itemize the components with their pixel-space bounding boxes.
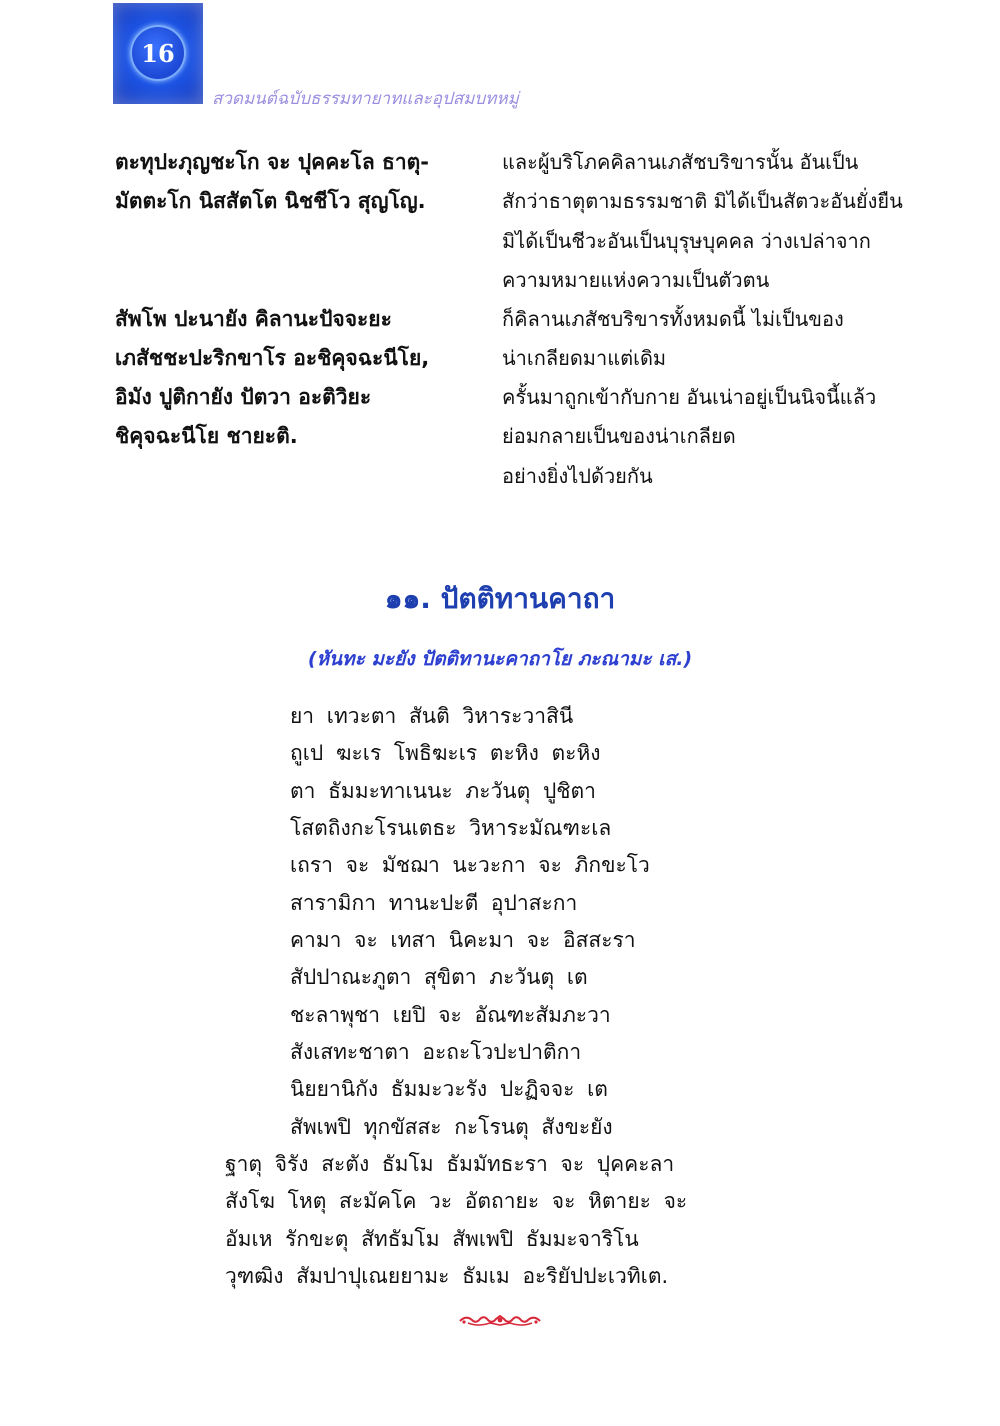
verse-line: สัพเพปิ ทุกขัสสะ กะโรนตุ สังขะยัง xyxy=(290,1115,613,1139)
thai-line: มิได้เป็นชีวะอันเป็นบุรุษบุคคล ว่างเปล่าจาก xyxy=(502,229,871,253)
pali-line: เภสัชชะปะริกขาโร อะชิคุจฉะนีโย, xyxy=(115,346,430,370)
thai-line: ครั้นมาถูกเข้ากับกาย อันเน่าอยู่เป็นนิจนี้แล้ว xyxy=(502,385,877,409)
thai-line: อย่างยิ่งไปด้วยกัน xyxy=(502,464,653,488)
verse-line: ยา เทวะตา สันติ วิหาระวาสินี xyxy=(290,704,574,728)
thai-line: ความหมายแห่งความเป็นตัวตน xyxy=(502,268,770,292)
verse-line: ตา ธัมมะทาเนนะ ภะวันตุ ปูชิตา xyxy=(290,779,596,803)
verse-line: ชะลาพุชา เยปิ จะ อัณฑะสัมภะวา xyxy=(290,1003,611,1027)
chant-invitation: (หันทะ มะยัง ปัตติทานะคาถาโย ภะณามะ เส.) xyxy=(307,648,693,670)
thai-line: ย่อมกลายเป็นของน่าเกลียด xyxy=(502,424,736,448)
verse-line: วุฑฒิง สัมปาปุเณยยามะ ธัมเม อะริยัปปะเวทิเต. xyxy=(225,1264,669,1288)
verse-line: คามา จะ เทสา นิคะมา จะ อิสสะรา xyxy=(290,928,636,952)
section-title: ๑๑. ปัตติทานคาถา xyxy=(384,582,616,615)
thai-line: น่าเกลียดมาแต่เดิม xyxy=(502,346,667,370)
pali-line: อิมัง ปูติกายัง ปัตวา อะติวิยะ xyxy=(115,385,372,409)
page-number-circle xyxy=(130,25,186,81)
pali-line: มัตตะโก นิสสัตโต นิชชีโว สุญโญ. xyxy=(115,189,426,213)
floral-divider-icon xyxy=(458,1312,542,1328)
thai-line: สักว่าธาตุตามธรรมชาติ มิได้เป็นสัตวะอันยั่งยืน xyxy=(502,189,903,213)
verse-line: ถูเป ฆะเร โพธิฆะเร ตะหิง ตะหิง xyxy=(290,741,601,765)
verse-line: สังเสทะชาตา อะถะโวปะปาติกา xyxy=(290,1040,582,1064)
pali-line: ตะทุปะภุญชะโก จะ ปุคคะโล ธาตุ- xyxy=(115,150,429,174)
page-number: 16 xyxy=(141,38,175,68)
verse-line: โสตถิงกะโรนเตธะ วิหาระมัณฑะเล xyxy=(290,816,612,840)
verse-line: ฐาตุ จิรัง สะตัง ธัมโม ธัมมัทธะรา จะ ปุคคะลา xyxy=(225,1152,675,1176)
verse-line: เถรา จะ มัชฌา นะวะกา จะ ภิกขะโว xyxy=(290,853,650,877)
thai-line: และผู้บริโภคคิลานเภสัชบริขารนั้น อันเป็น xyxy=(502,150,859,174)
verse-line: นิยยานิกัง ธัมมะวะรัง ปะฏิจจะ เต xyxy=(290,1077,608,1101)
verse-line: สังโฆ โหตุ สะมัคโค วะ อัตถายะ จะ หิตายะ จะ xyxy=(225,1189,688,1213)
running-title: สวดมนต์ฉบับธรรมทายาทและอุปสมบทหมู่ xyxy=(212,89,519,109)
pali-line: ชิคุจฉะนีโย ชายะติ. xyxy=(115,424,298,448)
verse-line: อัมเห รักขะตุ สัทธัมโม สัพเพปิ ธัมมะจาริโน xyxy=(225,1227,639,1251)
thai-line: ก็คิลานเภสัชบริขารทั้งหมดนี้ ไม่เป็นของ xyxy=(502,307,844,331)
pali-line: สัพโพ ปะนายัง คิลานะปัจจะยะ xyxy=(115,307,392,331)
verse-line: สารามิกา ทานะปะตี อุปาสะกา xyxy=(290,891,578,915)
page-number-badge xyxy=(113,3,203,104)
verse-line: สัปปาณะภูตา สุขิตา ภะวันตุ เต xyxy=(290,965,588,989)
